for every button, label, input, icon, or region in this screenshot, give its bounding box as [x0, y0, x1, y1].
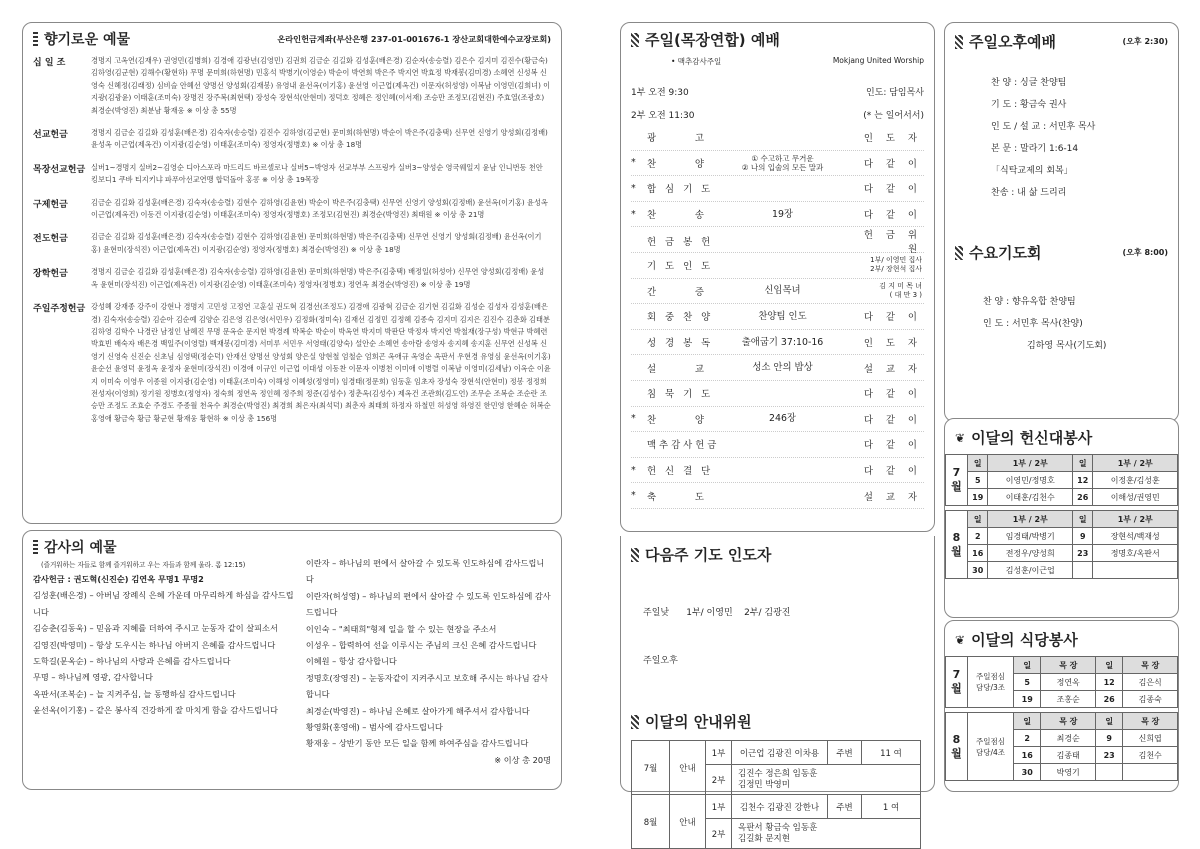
order-item-name: 찬 양 [647, 414, 707, 426]
guide-count: 11 여 [862, 741, 921, 765]
order-item-name: 설 교 [647, 363, 707, 375]
guide-tag: 주변 [828, 741, 862, 765]
table-cell: 이정훈/김성훈 [1093, 472, 1178, 489]
service-panel [944, 418, 1179, 618]
order-item-person: 인 도 자 [863, 133, 922, 145]
order-item-person: 다 같 이 [863, 466, 922, 478]
kitchen-tables [945, 656, 1178, 781]
afternoon-line: 찬송 : 내 삶 드리리 [991, 188, 1067, 198]
bar-marker-icon [33, 540, 38, 554]
thanks-panel [22, 530, 562, 790]
table-cell: 26 [1095, 691, 1122, 708]
table-cell: 26 [1072, 489, 1092, 506]
afternoon-line: 「식탁교제의 회복」 [991, 166, 1073, 176]
table-cell: 임경태/박병기 [988, 528, 1073, 545]
order-item-detail: 출애굽기 37:10-16 [741, 336, 824, 348]
thanks-entry: 이혜원 – 항상 감사합니다 [305, 656, 397, 667]
thanks-entry: 이란자(허성영) – 하나님의 편에서 살아갈 수 있도록 인도하심에 감사드립니다 [305, 590, 551, 618]
guide-names: 옥판서 황금숙 임동훈 김길화 문지현 [732, 819, 921, 849]
worship-subtitle-left: • 맥추감사주일 [671, 57, 722, 66]
order-item-person: 다 같 이 [863, 312, 922, 324]
order-row [631, 279, 924, 305]
order-item-name: 헌 금 봉 헌 [647, 237, 714, 249]
table-cell: 12 [1072, 472, 1092, 489]
order-row [631, 355, 924, 381]
leaf-icon: ❦ [955, 430, 966, 445]
table-cell: 장현석/백재성 [1093, 528, 1178, 545]
order-item-person: 다 같 이 [863, 158, 922, 170]
order-item-detail: 성소 안의 밥상 [752, 362, 813, 374]
thanks-right-column [306, 555, 551, 768]
table-header: 일 [1095, 713, 1122, 730]
thanks-entry: 최경순(박영진) – 하나님 은혜로 살아가게 해주셔서 감사합니다 [305, 705, 530, 716]
table-header: 일 [1072, 455, 1092, 472]
thanks-entry: 김성훈(배은경) – 아버님 장례식 은혜 가운데 마무리하게 하심을 감사드립니다 [33, 590, 294, 617]
afternoon-details [955, 72, 1168, 204]
table-header: 1부 / 2부 [988, 455, 1073, 472]
month-label: 8 월 [946, 511, 968, 579]
offering-label: 구제헌금 [33, 199, 68, 210]
thanks-entry: ※ 이상 총 20명 [494, 754, 551, 765]
order-item-name: 헌 신 결 단 [647, 466, 714, 478]
guide-part: 1부 [706, 795, 732, 819]
order-item-detail: 신임목녀 [764, 285, 801, 297]
stand-marker: * [631, 413, 636, 425]
table-cell: 5 [1014, 674, 1041, 691]
kitchen-month-table [945, 712, 1178, 781]
bar-marker-icon [33, 32, 38, 46]
order-item-person: 헌 금 위 원 [863, 230, 922, 256]
table-cell: 김성훈/이근업 [988, 562, 1073, 579]
guides-table [631, 740, 921, 849]
table-cell: 9 [1095, 730, 1122, 747]
time-first: 1부 오전 9:30 [631, 88, 689, 98]
kitchen-title: ❦ 이달의 식당봉사 [955, 631, 1078, 649]
afternoon-line: 본 문 : 말라기 1:6-14 [991, 144, 1079, 154]
table-cell [1093, 562, 1178, 579]
offering-row [33, 231, 551, 256]
table-cell [1072, 562, 1092, 579]
thanks-entry: 감사헌금 : 권도혁(신진순) 김연옥 무명1 무명2 [33, 574, 204, 584]
offering-row [33, 266, 551, 291]
order-row [631, 125, 924, 151]
order-row [631, 381, 924, 407]
order-item-person: 다 같 이 [863, 440, 922, 452]
offering-row [33, 55, 551, 117]
table-header: 일 [968, 511, 988, 528]
table-cell: 김종태 [1041, 747, 1096, 764]
guide-part: 2부 [706, 765, 732, 795]
stand-marker: * [631, 490, 636, 502]
order-item-detail: ① 수고하고 무거운 ② 나의 입술의 모든 말과 [741, 153, 824, 172]
wednesday-title: 수요기도회 [955, 242, 1041, 263]
table-header: 일 [1014, 657, 1041, 674]
order-item-person: 김 지 미 목 녀 ( 대 만 3 ) [879, 281, 922, 299]
stand-marker: * [631, 157, 636, 169]
bullet-icon [955, 246, 963, 260]
guide-count: 1 여 [862, 795, 921, 819]
table-cell: 30 [968, 562, 988, 579]
order-item-name: 회 중 찬 양 [647, 312, 714, 324]
month-label: 8 월 [946, 713, 968, 781]
order-item-person: 설 교 자 [863, 363, 922, 375]
table-cell: 19 [968, 489, 988, 506]
duty-label: 주일점심 담당/3조 [968, 657, 1014, 708]
table-header: 목 장 [1123, 657, 1178, 674]
thanks-entry: 무명 – 하나님께 영광, 감사합니다 [33, 672, 153, 683]
table-cell: 9 [1072, 528, 1092, 545]
afternoon-line: 인 도 / 설 교 : 서민후 목사 [991, 122, 1096, 132]
offering-label: 주일주정헌금 [33, 304, 86, 315]
thanks-entry: 김승춘(김동욱) – 믿음과 지혜를 더하여 주시고 눈동자 같이 살피소서 [33, 623, 278, 634]
order-row [631, 407, 924, 433]
afternoon-line: 찬 양 : 싱글 찬양팀 [991, 78, 1067, 88]
offering-label: 목장선교헌금 [33, 164, 86, 175]
table-cell: 김천수 [1123, 747, 1178, 764]
offering-names: 강성혜 강재종 강주이 강현나 경명지 고민성 고정연 고훈실 권도혁 김경선(조정도) 김경애 김광혁 김금순 김기현 김길화 김성순 김성자 김성훈(배은경) 김숙자(송승렬) 김순아 김순예 김양순 김은영 김은영(서민우) 김정화(정미숙) 김재선 김정민 김정혜 김종숙 김지미 김지은 김진수 김춘화 김태분 김하영 김학수 나경란 남정인 남혜진 무명 문옥순 문지현 박경례 박복순 박순이 박옥연 박지미 박판단 박정자 박지연 박철재(장구성) 박현규 박혜련 박효빈 배숙자 배은경 백일주(이영렬) 백재봉(김미경) 서미루 서민우 서영태(김양숙) 설안순 소혜연 송아람 송영자 송지혜 송지훈 신무연 신성복 신영기 신영숙 신진순 신초님 심영택(정순덕) 안재선 양명선 양성회 양은실 양현철 엄철순 엄희곤 옥애규 옥영순 옥판서 우현경 유영심 윤선옥(이기홍) 윤순선 윤영덕 윤정옥 윤정자 윤현미(장석진) 이경애 이규인 이근업 이대성 이동찬 이문자 이병천 이미애 이병렬 이복남 이영미(김세남) 이옥순 이윤지 이미숙 이영우 이종원 이지광(김순영) 이태훈(조미숙) 이해성 이혜성(정영미) 임경태(정문희) 임동훈 임초자 장성숙 장현석(안현미) 정봉 정정희 전성자(이영희) 정기원 정병호(정영자) 정숙희 정연옥 정인혜 정주희 정준(김성수) 정춘옥(김성수) 제옥건 조관희(김도언) 조무순 조복순 조순란 조승만 조정도 조효순 주경도 주종월 천옥수 최경순(박영진) 최경희 최은자(최석덕) 최춘자 최태희 하정자 하철민 허성영 하영진 한민영 한혜순 허복순 홍영애 황금숙 황금 황군현 황재웅 황현하 ※ 이상 총 156명 [91, 302, 551, 423]
thanks-entry: 황재웅 – 상반기 동안 모든 일을 함께 하여주심을 감사드립니다 [305, 738, 529, 749]
service-month-table [945, 510, 1178, 579]
guide-part: 1부 [706, 741, 732, 765]
stand-marker: * [631, 464, 636, 476]
order-row [631, 253, 924, 279]
order-item-person: 다 같 이 [863, 184, 922, 196]
order-item-name: 침 묵 기 도 [647, 389, 714, 401]
table-cell: 19 [1014, 691, 1041, 708]
afternoon-title: 주일오후예배 [955, 31, 1056, 52]
order-item-name: 찬 송 [647, 210, 707, 222]
table-cell: 김종숙 [1123, 691, 1178, 708]
order-item-name: 광 고 [647, 133, 707, 145]
stand-marker: * [631, 182, 636, 194]
table-header: 일 [1014, 713, 1041, 730]
worship-panel [620, 22, 935, 532]
guide-names: 김진수 정은희 임동훈 김정민 박영미 [732, 765, 921, 795]
table-header: 목 장 [1123, 713, 1178, 730]
table-cell: 16 [968, 545, 988, 562]
table-cell: 이영민/정명호 [988, 472, 1073, 489]
order-row [631, 151, 924, 177]
table-header: 1부 / 2부 [1093, 455, 1178, 472]
table-cell [1095, 764, 1122, 781]
order-item-person: 다 같 이 [863, 414, 922, 426]
guide-month: 7월 [632, 741, 670, 795]
bullet-icon [631, 715, 639, 729]
thanks-entry: 이란자 – 하나님의 편에서 살아갈 수 있도록 인도하심에 감사드립니다 [305, 558, 545, 585]
table-header: 일 [1095, 657, 1122, 674]
bullet-icon [631, 548, 639, 562]
time-second: 2부 오전 11:30 [631, 111, 695, 121]
offering-names: 경명지 고옥연(김재우) 권영민(김병희) 김경애 김광년(김영민) 김권희 김금순 김길화 김성훈(배은경) 김순자(송승렬) 김은수 김지미 김진수(황금숙) 김하영(김군현) 김해수(황현하) 무명 문미희(하현명) 민홍석 박병기(이영순) 박순이 박연희 박은주 박지연 박효정 박재봉(김미경) 소혜연 신성복 신영숙 신혜정(김래정) 심비슬 안혜선 양명선 양성회(김재봉) 유영내 윤선옥(이기홍) 윤선영 이근업(제옥건) 이문자(허성영) 이복남 이영민(김희녀) 이지광(김광윤) 이태훈(조미숙) 장명진 장주복(최현택) 장성숙 장현석(안현미) 정덕호 정혜은 정인혜(이서재) 조승만 조정모(김현진) 주효열(조광호) 최경순(박영진) 최분남 황재웅 ※ 이상 총 55명 [91, 56, 551, 115]
afternoon-line: 기 도 : 황금숙 권사 [991, 100, 1067, 110]
thanks-entry: 이성우 – 합력하여 선을 이루시는 주님의 크신 은혜 감사드립니다 [305, 640, 537, 651]
table-header: 일 [1072, 511, 1092, 528]
guide-role: 안내 [670, 795, 706, 849]
thanks-entry: 윤선옥(이기홍) – 같은 봉사직 건강하게 잘 마치게 함을 감사드립니다 [33, 705, 278, 716]
order-item-detail: 246장 [769, 413, 796, 425]
table-cell: 정연옥 [1041, 674, 1096, 691]
order-item-name: 간 증 [647, 286, 707, 298]
order-row [631, 432, 924, 458]
table-cell [1123, 764, 1178, 781]
offering-names: 경명지 김금순 김길화 김성훈(배은경) 김숙자(송승렬) 김하영(김윤현) 문미희(하현명) 박은주(김충택) 배정일(허성아) 신무연 양성회(김정배) 윤성옥 윤현미(장석진) 이근업(제옥건) 이지광(김순영) 이태훈(조미숙) 정영자(정병호) 정연옥 최경순(박영진) ※ 이상 총 19명 [91, 267, 545, 289]
order-item-detail: 찬양팀 인도 [758, 310, 807, 322]
thanks-entry: 정명호(장영진) – 눈동자같이 지켜주시고 보호해 주시는 하나님 감사합니다 [305, 672, 549, 700]
order-item-detail: 19장 [772, 208, 793, 220]
order-item-name: 찬 양 [647, 158, 707, 170]
thanks-title: 감사의 예물 [33, 537, 551, 557]
order-item-person: 1부/ 이영민 집사 2부/ 장현석 집사 [870, 256, 922, 274]
stand-marker: * [631, 208, 636, 220]
bullet-icon [955, 35, 963, 49]
wednesday-line: 찬 양 : 향유옥합 찬양팀 [983, 297, 1076, 307]
table-header: 목 장 [1041, 657, 1096, 674]
stand-note: (* 는 일어서서) [863, 111, 924, 121]
order-row [631, 483, 924, 509]
table-header: 1부 / 2부 [1093, 511, 1178, 528]
order-item-name: 축 도 [647, 491, 707, 503]
duty-label: 주일점심 담당/4조 [968, 713, 1014, 781]
offering-row [33, 197, 551, 222]
afternoon-panel [944, 22, 1179, 422]
table-header: 일 [968, 455, 988, 472]
table-cell: 김은식 [1123, 674, 1178, 691]
offerings-panel [22, 22, 562, 524]
guide-month: 8월 [632, 795, 670, 849]
table-cell: 최경순 [1041, 730, 1096, 747]
order-item-person: 다 같 이 [863, 210, 922, 222]
thanks-entry: 김영진(박영미) – 항상 도우시는 하나님 아버지 은혜를 감사드립니다 [33, 639, 276, 650]
month-label: 7 월 [946, 657, 968, 708]
table-header: 목 장 [1041, 713, 1096, 730]
service-month-table [945, 454, 1178, 506]
service-tables [945, 454, 1178, 579]
offering-names: 김금순 김길화 김성훈(배은경) 김숙자(송승렬) 김현수 김하영(김윤현) 문미희(하현명) 박은주(김충택) 신무연 신영기 양성회(김정배) 윤선옥(이기홍) 윤현미(장석진) 이근업(제옥건) 이지광(김순영) 정영자(정병호) 최경순(박영진) ※ 이상 총 18명 [91, 232, 542, 254]
table-cell: 23 [1072, 545, 1092, 562]
kitchen-month-table [945, 656, 1178, 708]
thanks-subtitle: (즐거워하는 자들로 함께 즐거워하고 우는 자들과 함께 울라. 롬 12:15) [41, 561, 246, 569]
offering-names: 실버1~경명지 실버2~김영순 디아스포라 마드리드 바르셀로나 실버5~박영자 선교부부 스프링카 실버3~양성순 영국웨일지 윤남 인니번동 천안 킹보디1 쿠바 티지키냐 파푸아선교연맹 합덕돌아 홍콩 ※ 이상 총 19목장 [91, 162, 543, 185]
order-item-name: 성 경 봉 독 [647, 338, 714, 350]
guide-tag: 주변 [828, 795, 862, 819]
order-item-person: 다 같 이 [863, 389, 922, 401]
order-item-name: 합 심 기 도 [647, 184, 714, 196]
table-cell: 정명호/옥판서 [1093, 545, 1178, 562]
wednesday-line: 인 도 : 서민후 목사(찬양) [983, 319, 1083, 329]
table-cell: 신희엽 [1123, 730, 1178, 747]
offering-names: 김금순 김길화 김성훈(배은경) 김숙자(송승렬) 김현수 김하영(김윤현) 박순이 박은주(김충택) 신무연 신영기 양성회(김정배) 윤선옥(이기홍) 윤성옥 이근업(제옥건) 이동건 이지광(김순영) 이태훈(조미숙) 정영자(정병호) 조정모(김현진) 최경순(박영진) 최태원 ※ 이상 총 21명 [91, 197, 548, 220]
order-item-name: 기 도 인 도 [647, 261, 714, 273]
order-row [631, 330, 924, 356]
bullet-icon [631, 33, 639, 47]
table-cell: 2 [968, 528, 988, 545]
wednesday-line: 김하영 목사(기도회) [1027, 341, 1107, 351]
leaf-icon: ❦ [955, 632, 966, 647]
order-row [631, 304, 924, 330]
offerings-title: 향기로운 예물 [33, 29, 130, 49]
thanks-entry: 도학길(문옥순) – 하나님의 사랑과 은혜를 감사드립니다 [33, 656, 231, 667]
table-cell: 23 [1095, 747, 1122, 764]
guide-names: 이근업 김광진 이차용 [732, 741, 828, 765]
guides-title: 이달의 안내위원 [631, 711, 924, 732]
table-cell: 이해성/권영민 [1093, 489, 1178, 506]
wednesday-time: (오후 8:00) [1122, 248, 1168, 257]
next-prayer-day: 주일낮 1부/ 이영민 2부/ 김광진 [643, 608, 791, 618]
offering-names: 경명지 김금순 김길화 김성훈(배은경) 김숙자(송승렬) 김진수 김하영(김군현) 문미희(하현명) 박순이 박은주(김충택) 신무연 신영기 양성회(김정배) 윤성옥 이근업(제옥건) 이지광(김순영) 이태훈(조미숙) 정영자(정병호) ※ 이상 총 18명 [91, 128, 548, 150]
offerings-list [33, 55, 551, 425]
table-cell: 12 [1095, 674, 1122, 691]
table-cell: 박영기 [1041, 764, 1096, 781]
worship-title: 주일(목장연합) 예배 [631, 29, 924, 50]
table-cell: 16 [1014, 747, 1041, 764]
guide-names: 김천수 김광진 강한나 [732, 795, 828, 819]
guide-role: 안내 [670, 741, 706, 795]
table-cell: 5 [968, 472, 988, 489]
next-prayer-afternoon: 주일오후 [643, 656, 678, 666]
thanks-entry: 옥판서(조복순) – 늘 지켜주심, 늘 동행하심 감사드립니다 [33, 688, 236, 699]
offering-label: 전도헌금 [33, 234, 68, 245]
offering-row [33, 162, 551, 187]
table-cell: 전정우/양성희 [988, 545, 1073, 562]
table-header: 1부 / 2부 [988, 511, 1073, 528]
order-item-person: 설 교 자 [863, 491, 922, 503]
wednesday-details [955, 291, 1168, 357]
offering-row [33, 301, 551, 425]
info-panel [620, 536, 935, 844]
offering-label: 십 일 조 [33, 58, 66, 68]
month-label: 7 월 [946, 455, 968, 506]
offering-label: 장학헌금 [33, 269, 68, 280]
table-cell: 이태훈/김천수 [988, 489, 1073, 506]
order-row [631, 227, 924, 256]
worship-subtitle-right: Mokjang United Worship [832, 56, 924, 65]
order-row [631, 458, 924, 484]
guide-part: 2부 [706, 819, 732, 849]
next-prayer-title: 다음주 기도 인도자 [631, 544, 924, 565]
online-account: 온라인헌금계좌(부산은행 237-01-001676-1 장산교회대한예수교장로회) [277, 33, 551, 44]
order-item-name: 맥추감사헌금 [647, 440, 720, 452]
thanks-entry: 황영화(홍영애) – 범사에 감사드립니다 [305, 722, 443, 733]
offering-row [33, 127, 551, 152]
order-of-service [631, 125, 924, 509]
kitchen-panel [944, 620, 1179, 792]
offering-label: 선교헌금 [33, 130, 68, 141]
service-title: ❦ 이달의 헌신대봉사 [955, 429, 1093, 447]
table-cell: 2 [1014, 730, 1041, 747]
afternoon-time: (오후 2:30) [1122, 37, 1168, 46]
table-cell: 조홍순 [1041, 691, 1096, 708]
table-cell: 30 [1014, 764, 1041, 781]
order-item-person: 인 도 자 [863, 338, 922, 350]
thanks-left-column [33, 571, 296, 768]
thanks-entry: 이인숙 – "최태희"형제 일을 할 수 있는 현장을 주소서 [305, 623, 497, 634]
order-row [631, 176, 924, 202]
order-row [631, 202, 924, 228]
worship-leader: 인도: 담임목사 [865, 88, 924, 98]
